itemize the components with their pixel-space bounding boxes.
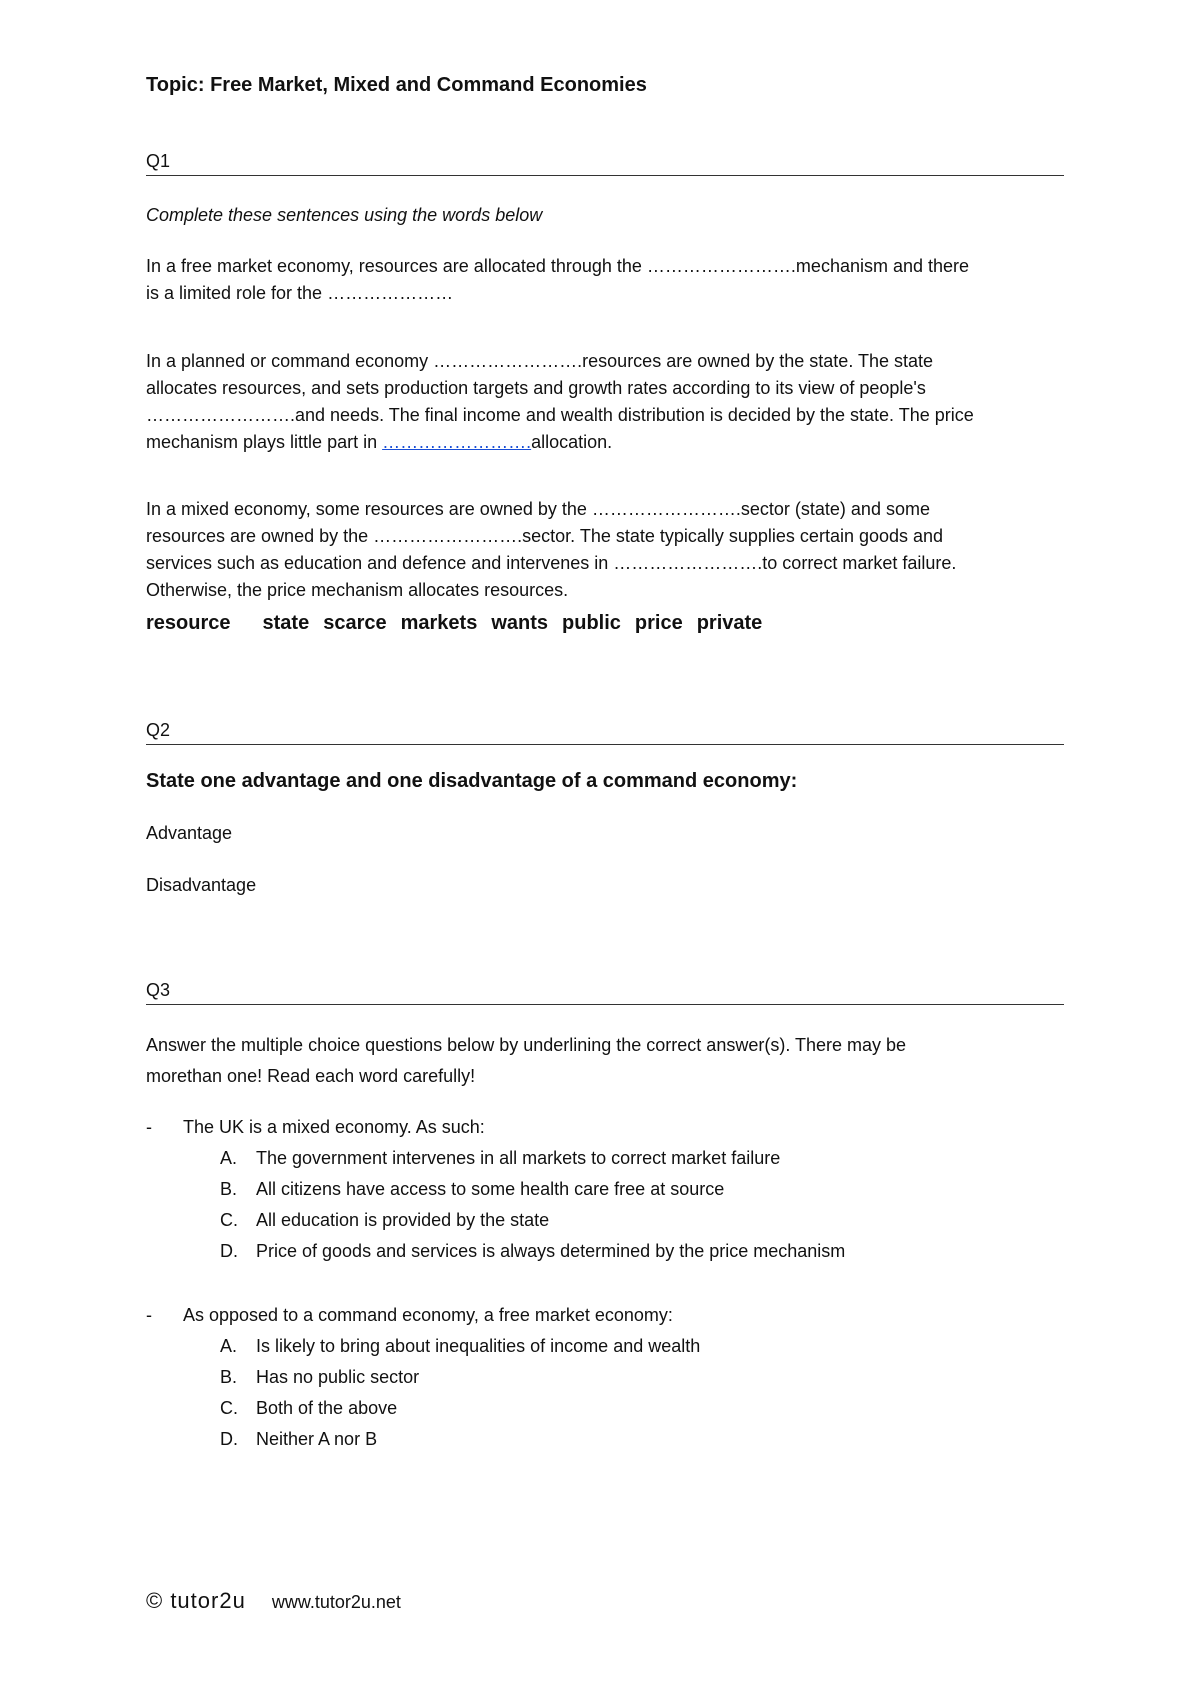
q1-instruction: Complete these sentences using the words below: [146, 205, 543, 225]
word-bank-item: public: [562, 612, 621, 634]
tutor2u-logo: © tutor2u: [146, 1588, 246, 1613]
q1-p3-line-2: resources are owned by the …………………….sector. The state typically supplies certain goods and: [146, 526, 944, 546]
q2-prompt: State one advantage and one disadvantage of a command economy:: [146, 770, 798, 792]
q1-p2-line-4: [146, 429, 1064, 456]
q1-blank-link[interactable]: …………………….: [382, 432, 532, 452]
q1-paragraph-3: [146, 496, 1064, 604]
q2-disadvantage-label: Disadvantage: [146, 875, 257, 895]
mcq-2-option-c-letter: C.: [220, 1398, 238, 1418]
q1-p3-line-3: services such as education and defence and intervenes in …………………….to correct market failure.: [146, 553, 957, 573]
q2-divider: [146, 744, 1064, 745]
word-bank-item: scarce: [323, 612, 387, 634]
word-bank-item: price: [634, 612, 683, 634]
mcq-1-option-c-letter: C.: [220, 1210, 238, 1230]
word-bank-item: wants: [491, 612, 549, 634]
mcq-1-option-a[interactable]: The government intervenes in all markets to correct market failure: [256, 1148, 781, 1168]
q1-p2-line-1: In a planned or command economy …………………….resources are owned by the state. The state: [146, 351, 934, 371]
mcq-1-bullet: -: [146, 1117, 152, 1137]
mcq-1-option-d[interactable]: Price of goods and services is always determined by the price mechanism: [256, 1241, 846, 1261]
q3-instruction: [146, 1030, 1064, 1092]
q1-p1-line-1: In a free market economy, resources are allocated through the …………………….mechanism and there: [146, 256, 970, 276]
q1-paragraph-2: [146, 348, 1064, 456]
q1-p2-line-2: allocates resources, and sets production targets and growth rates according to its view of people's: [146, 378, 926, 398]
mcq-2-option-b-letter: B.: [220, 1367, 238, 1387]
footer: [146, 1588, 401, 1614]
q3-instruction-line-1: Answer the multiple choice questions below by underlining the correct answer(s). There may be: [146, 1035, 907, 1055]
mcq-2-option-a[interactable]: Is likely to bring about inequalities of income and wealth: [256, 1336, 701, 1356]
mcq-1-option-a-letter: A.: [220, 1148, 238, 1168]
q3-divider: [146, 1004, 1064, 1005]
q3-instruction-line-2: morethan one! Read each word carefully!: [146, 1066, 476, 1086]
word-bank-item: markets: [400, 612, 478, 634]
mcq-1-stem: The UK is a mixed economy. As such:: [183, 1117, 485, 1137]
mcq-2-bullet: -: [146, 1305, 152, 1325]
word-bank-item: resource: [146, 612, 231, 634]
q1-label: Q1: [146, 151, 171, 171]
mcq-2-option-d-letter: D.: [220, 1429, 238, 1449]
q3-label: Q3: [146, 980, 171, 1000]
mcq-2-option-a-letter: A.: [220, 1336, 238, 1356]
mcq-2-option-d[interactable]: Neither A nor B: [256, 1429, 378, 1449]
q1-p2-line-3: …………………….and needs. The final income and wealth distribution is decided by the state. The price: [146, 405, 974, 425]
q2-advantage-label: Advantage: [146, 823, 233, 843]
q1-p3-line-1: In a mixed economy, some resources are owned by the …………………….sector (state) and some: [146, 499, 930, 519]
mcq-1-option-c[interactable]: All education is provided by the state: [256, 1210, 550, 1230]
q1-p1-line-2: is a limited role for the …………………: [146, 283, 454, 303]
q1-divider: [146, 175, 1064, 176]
footer-url-link[interactable]: www.tutor2u.net: [271, 1592, 401, 1612]
q1-p2-line-4-post: allocation.: [531, 432, 613, 452]
page-title: Topic: Free Market, Mixed and Command Economies: [146, 74, 647, 96]
mcq-2-option-b[interactable]: Has no public sector: [256, 1367, 420, 1387]
word-bank-item: private: [696, 612, 763, 634]
q1-p2-line-4-pre: mechanism plays little part in: [146, 432, 383, 452]
mcq-1-option-d-letter: D.: [220, 1241, 238, 1261]
mcq-1-option-b-letter: B.: [220, 1179, 238, 1199]
q2-label: Q2: [146, 720, 171, 740]
mcq-2-stem: As opposed to a command economy, a free market economy:: [183, 1305, 673, 1325]
mcq-2-option-c[interactable]: Both of the above: [256, 1398, 398, 1418]
q1-paragraph-1: [146, 253, 1064, 307]
word-bank-item: state: [262, 612, 310, 634]
q1-p3-line-4: Otherwise, the price mechanism allocates resources.: [146, 580, 569, 600]
mcq-1-option-b[interactable]: All citizens have access to some health care free at source: [256, 1179, 725, 1199]
word-bank: [146, 612, 776, 635]
